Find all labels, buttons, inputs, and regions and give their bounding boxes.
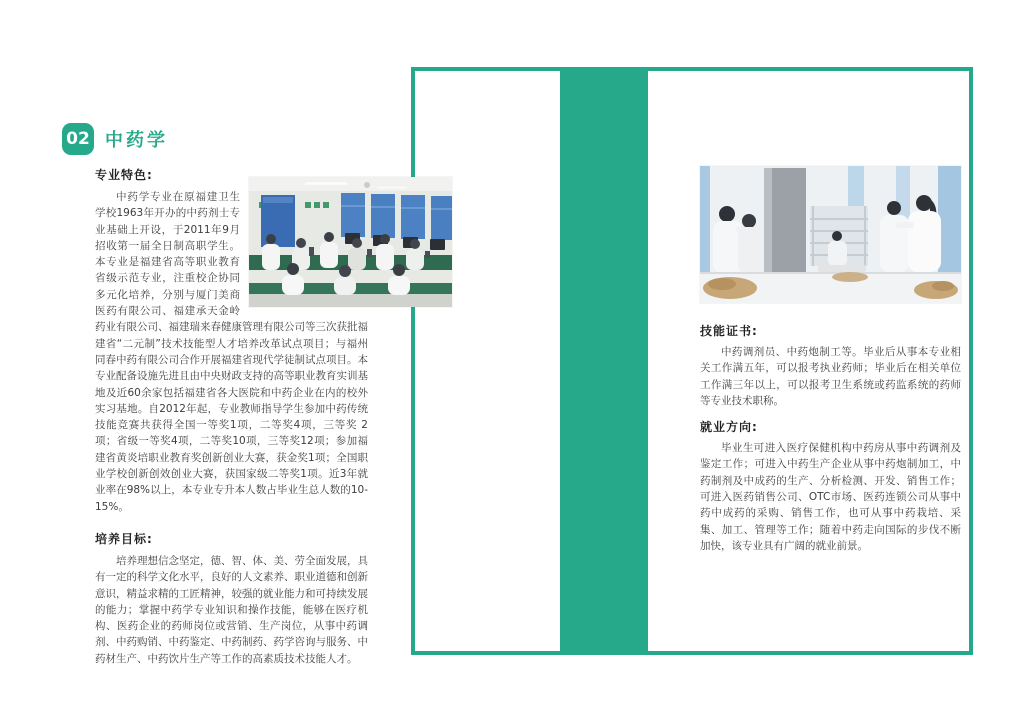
lab-photo-illustration [700, 166, 961, 303]
goals-body: 培养理想信念坚定，德、智、体、美、劳全面发展，具有一定的科学文化水平，良好的人文素养、职业道德和创新意识，精益求精的工匠精神，较强的就业能力和可持续发展的能力；掌握中药学专业知识和操作技能，能够在医疗机构、医药企业的药师岗位或营销、生产岗位，从事中药调剂、中药购销、中药鉴定、中药制药、药学咨询与服务、中药材生产、中药饮片生产等工作的高素质技术技能人才。 [95, 554, 368, 665]
lab-photo [700, 166, 961, 303]
right-column [700, 166, 961, 563]
careers-heading: 就业方向: [700, 420, 758, 435]
green-band [560, 67, 648, 655]
certificates-heading: 技能证书: [700, 324, 758, 338]
features-heading: 专业特色: [95, 168, 153, 182]
section-header [62, 123, 168, 155]
features-body [95, 189, 368, 515]
specimen-tray [818, 265, 866, 272]
page-title: 中药学 [105, 130, 168, 151]
classroom-photo [249, 177, 452, 307]
section-number-badge: 02 [62, 123, 94, 155]
certificates-body: 中药调剂员、中药炮制工等。毕业后从事本专业相关工作满五年，可以报考执业药师；毕业后在相关单位工作满三年以上，可以报考卫生系统或药监系统的药师等专业技术职称。 [700, 346, 961, 407]
features-text: 中药学专业在原福建卫生学校1963年开办的中药剂士专业基础上开设，于2011年9月招收第一届全日制高职学生。本专业是福建省高等职业教育省级示范专业，注重校企协同多元化培养，分别与厦门美商医药有限公司、福建承天金岭药业有限公司、福建瑞来春健康管理有限公司等三次获批福建省“二元制”技术技能型人才培养改革试点项目；与福州同春中药有限公司合作开展福建省现代学徒制试点项目。本专业配备设施先进且由中央财政支持的高等职业教育实训基地及近60余家包括福建省各大医院和中药企业在内的校外实习基地。自2012年起，专业教师指导学生参加中药传统技能竞赛共获得全国一等奖1项，二等奖4项，三等奖 2项；省级一等奖4项，二等奖10项，三等奖12项；参加福建省黄炎培职业教育奖创新创业大赛，获金奖1项；全国职业学校创新创效创业大赛，获国家级二等奖1项。近3年就业率在98%以上，本专业专升本人数占毕业生总人数的10-15%。 [95, 191, 368, 513]
classroom-photo-illustration [249, 177, 452, 307]
careers-body: 毕业生可进入医疗保健机构中药房从事中药调剂及鉴定工作；可进入中药生产企业从事中药炮制加工，中药制剂及中成药的生产、分析检测、开发、销售工作；可进入医药销售公司、OTC市场、医药连锁公司从事中药中成药的采购、销售工作，也可从事中药栽培、采集、加工、管理等工作；随着中药走向国际的步伐不断加快，该专业具有广阔的就业前景。 [700, 442, 961, 552]
goals-heading: 培养目标: [95, 531, 153, 546]
left-column [95, 166, 368, 667]
